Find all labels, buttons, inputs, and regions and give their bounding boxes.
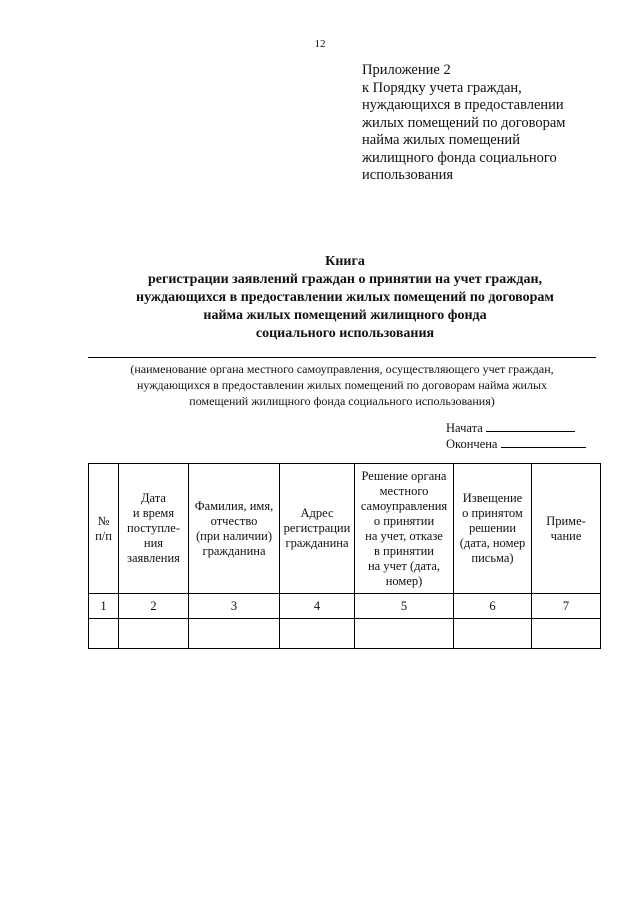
header-cell-number [89, 464, 119, 594]
empty-cell [454, 619, 532, 649]
header-line: Дата [141, 491, 166, 505]
empty-cell [189, 619, 280, 649]
empty-cell [355, 619, 454, 649]
appendix-line: жилых помещений по договорам [362, 114, 566, 131]
header-row [89, 464, 601, 594]
header-line: Адрес [300, 506, 334, 520]
column-number: 7 [532, 594, 601, 619]
header-line: Приме- [546, 513, 586, 528]
appendix-line: использования [362, 167, 454, 183]
header-line: гражданина [202, 543, 266, 558]
header-cell-name [189, 464, 280, 594]
header-line: чание [550, 528, 582, 543]
header-line: решении [468, 521, 517, 535]
header-line: местного [379, 483, 429, 498]
title-line: нуждающихся в предоставлении жилых помещений по договорам [136, 290, 554, 305]
header-line: и время [132, 506, 175, 520]
header-line: гражданина [285, 536, 349, 550]
empty-cell [280, 619, 355, 649]
title-line: Книга [325, 254, 365, 269]
header-line: № [97, 513, 110, 528]
column-number: 3 [189, 594, 280, 619]
started-blank [486, 420, 575, 432]
title-line: регистрации заявлений граждан о принятии на учет граждан, [147, 272, 543, 287]
registration-table [88, 463, 601, 649]
header-line: номер) [385, 573, 423, 588]
column-number-row [89, 594, 601, 619]
organ-name-line [88, 357, 596, 358]
header-line: ния [143, 536, 164, 550]
title-line: социального использования [255, 326, 435, 341]
finished-label: Окончена [446, 437, 498, 451]
finished-blank [501, 436, 586, 448]
caption-line: (наименование органа местного самоуправления, осуществляющего учет граждан, [130, 362, 554, 376]
dates-block [446, 420, 586, 452]
column-number: 4 [280, 594, 355, 619]
header-cell-date [119, 464, 189, 594]
header-line: Извещение [462, 491, 523, 505]
header-line: (дата, номер [459, 536, 526, 550]
started-row [446, 420, 586, 436]
appendix-line: нуждающихся в предоставлении [362, 97, 564, 113]
header-line: самоуправления [360, 498, 448, 513]
empty-cell [119, 619, 189, 649]
header-line: на учет, отказе [365, 528, 443, 543]
header-line: в принятии [374, 543, 434, 558]
caption-line: нуждающихся в предоставлении жилых помещений по договорам найма жилых [136, 378, 548, 392]
header-line: заявления [127, 551, 180, 565]
column-number: 5 [355, 594, 454, 619]
started-label: Начата [446, 421, 483, 435]
header-cell-address [280, 464, 355, 594]
header-line: (при наличии) [195, 528, 273, 543]
appendix-block [362, 62, 565, 185]
table-row [89, 619, 601, 649]
organ-name-caption [88, 361, 596, 409]
header-cell-note [532, 464, 601, 594]
header-line: Фамилия, имя, [194, 498, 274, 513]
header-line: регистрации [283, 521, 351, 535]
appendix-line: жилищного фонда социального [362, 149, 557, 166]
header-line: о принятом [462, 506, 523, 520]
header-line: письма) [471, 551, 514, 565]
empty-cell [89, 619, 119, 649]
appendix-line: найма жилых помещений [362, 132, 520, 148]
header-line: о принятии [373, 513, 435, 528]
title-line: найма жилых помещений жилищного фонда [203, 308, 487, 323]
header-cell-notice [454, 464, 532, 594]
header-cell-decision [355, 464, 454, 594]
header-line: п/п [95, 528, 112, 543]
empty-cell [532, 619, 601, 649]
caption-line: помещений жилищного фонда социального использования) [189, 394, 495, 408]
column-number: 1 [89, 594, 119, 619]
document-title [0, 253, 640, 343]
header-line: на учет (дата, [367, 558, 441, 573]
column-number: 6 [454, 594, 532, 619]
column-number: 2 [119, 594, 189, 619]
appendix-line: Приложение 2 [362, 62, 451, 78]
appendix-line: к Порядку учета граждан, [362, 79, 522, 96]
finished-row [446, 436, 586, 452]
header-line: отчество [210, 513, 258, 528]
header-line: Решение органа [361, 468, 447, 483]
page-number: 12 [314, 38, 326, 50]
header-line: поступле- [127, 521, 180, 535]
